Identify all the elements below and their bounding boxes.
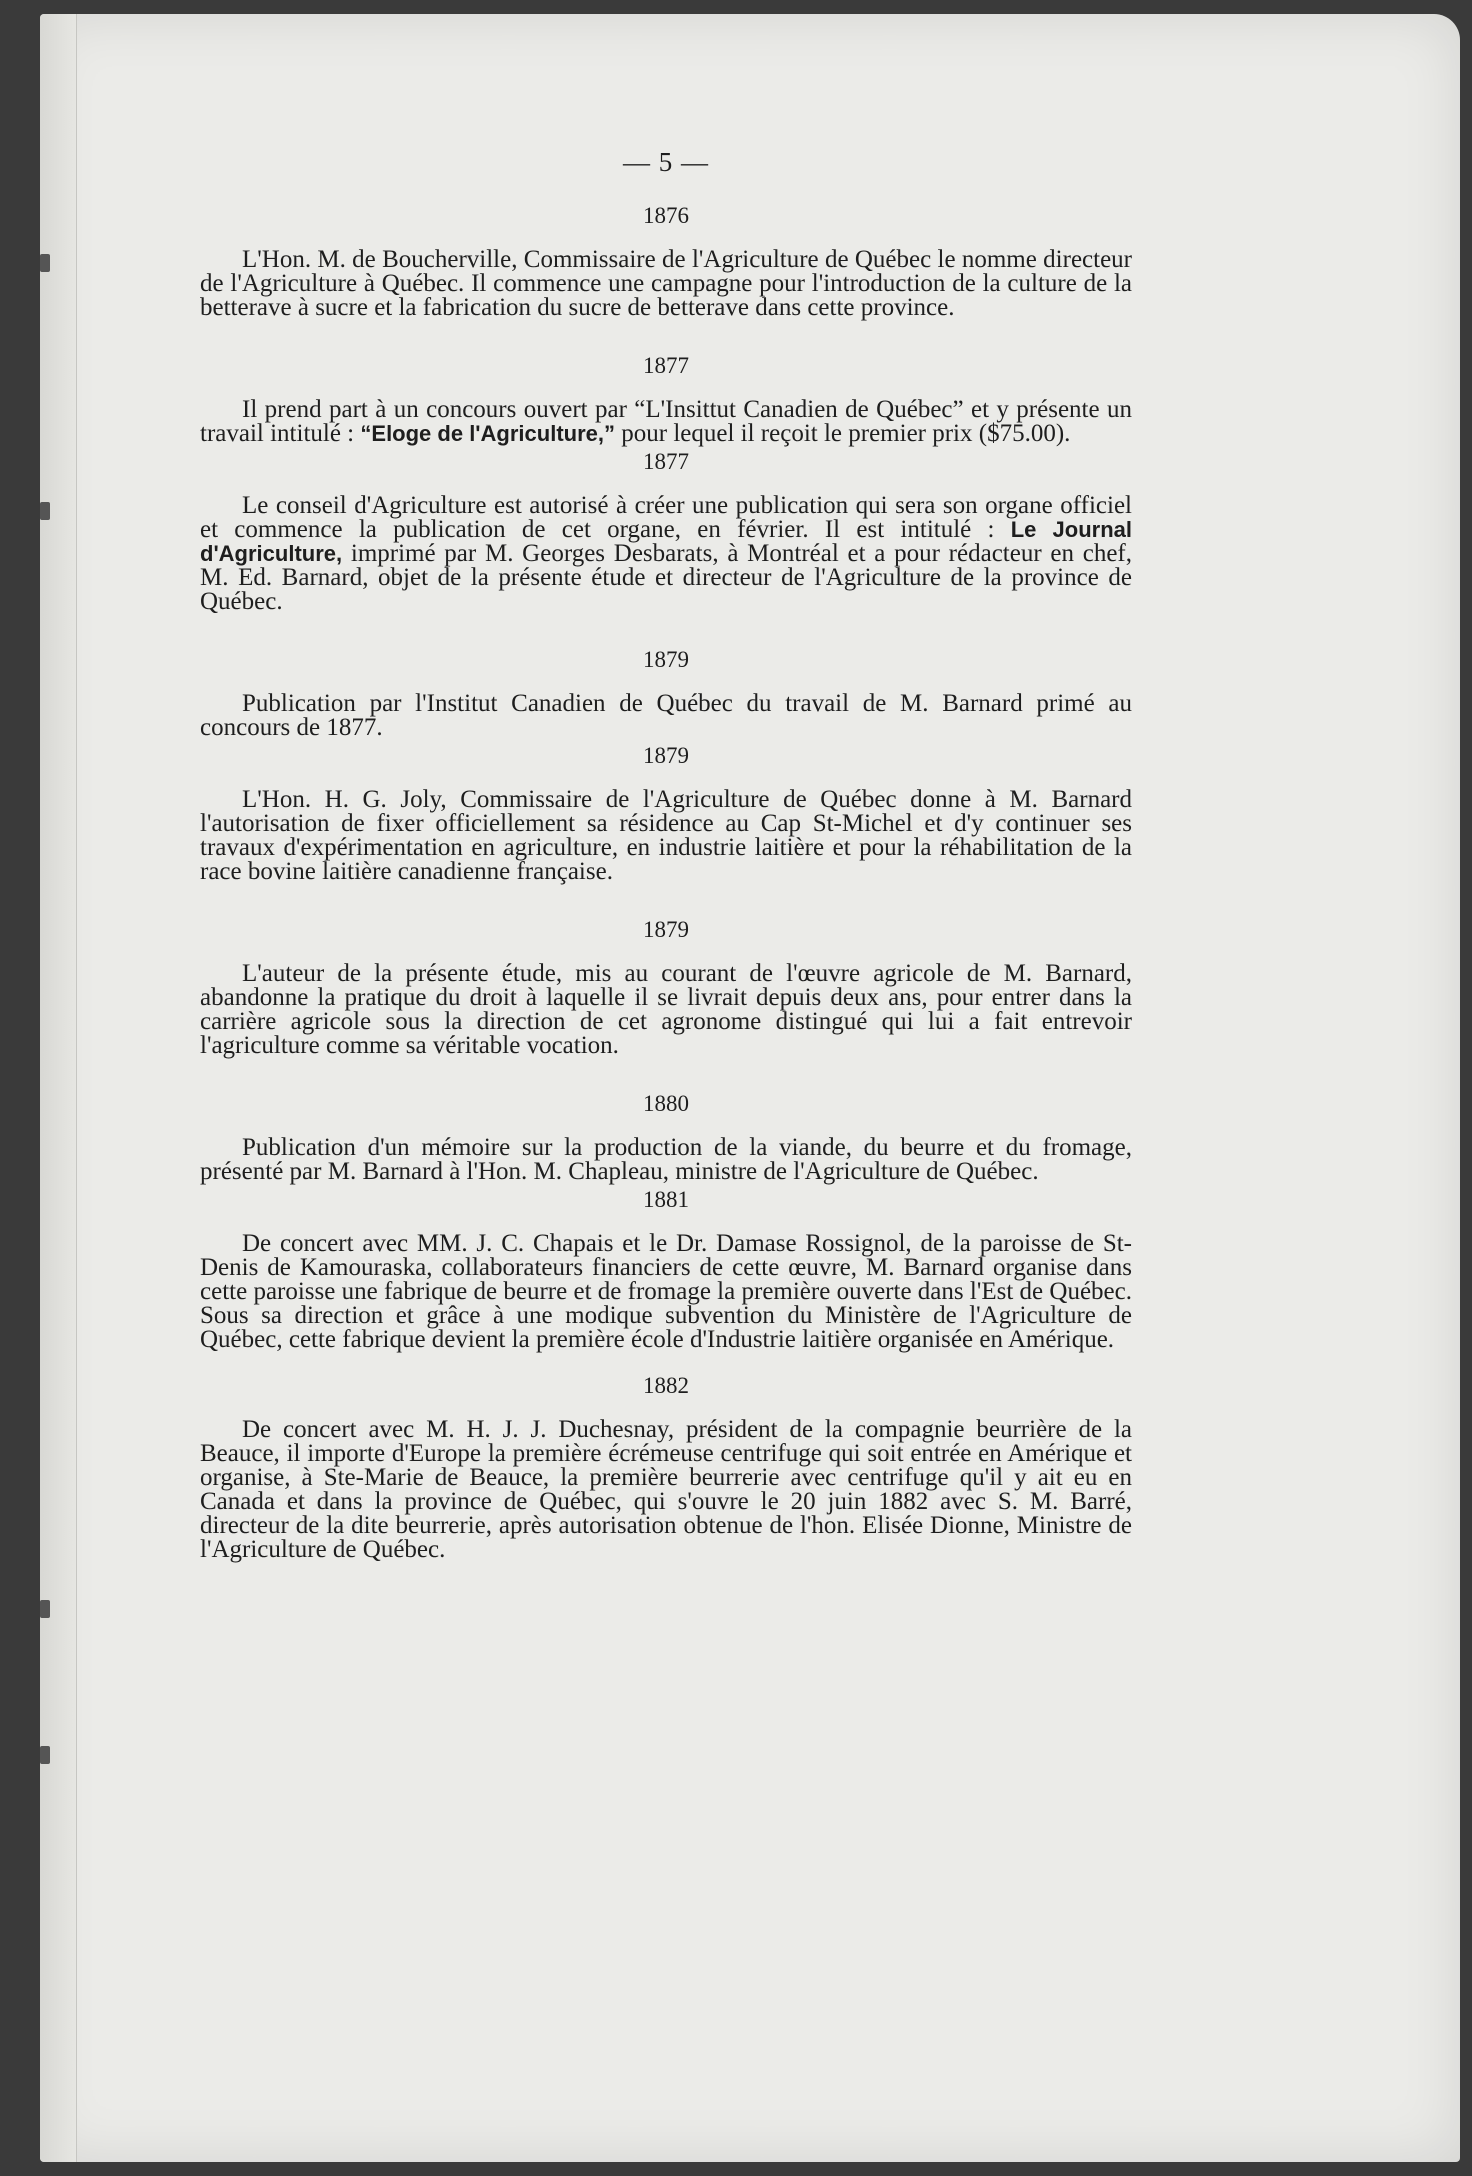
chronology-entry-1880 xyxy=(200,1092,1132,1184)
entry-year: 1880 xyxy=(643,1091,689,1116)
entry-year: 1882 xyxy=(643,1373,689,1398)
entry-text: De concert avec MM. J. C. Chapais et le Dr. Damase Rossignol, de la paroisse de St-Denis de Kamouraska, collaborateurs financiers de cette œuvre, M. Barnard organise dans cette paroisse une fabrique de beurre et de fromage la première ouverte dans l'Est de Québec. Sous sa direction et grâce à une modique subvention du Ministère de l'Agriculture de Québec, cette fabrique devient la première école d'Industrie laitière organisée en Amérique. xyxy=(200,1230,1132,1353)
binding-staple-mark xyxy=(40,1600,50,1618)
chronology-entry-1879-b xyxy=(200,744,1132,884)
entry-text xyxy=(200,398,1132,446)
binding-staple-mark xyxy=(40,1746,50,1764)
entry-text-part: imprimé par M. Georges Desbarats, à Montréal et a pour rédacteur en chef, M. Ed. Barnard, objet de la présente étude et directeur de l'Agriculture de la province de Québec. xyxy=(200,540,1132,615)
entry-text: Publication par l'Institut Canadien de Québec du travail de M. Barnard primé au concours de 1877. xyxy=(200,690,1132,741)
chronology-entry-1876 xyxy=(200,204,1132,320)
entry-text: L'Hon. M. de Boucherville, Commissaire de l'Agriculture de Québec le nomme directeur de l'Agriculture à Québec. Il commence une campagne pour l'introduction de la culture de la betterave à sucre et la fabrication du sucre de betterave dans cette province. xyxy=(200,246,1132,321)
entry-year: 1881 xyxy=(643,1187,689,1212)
binding-staple-mark xyxy=(40,254,50,272)
page-number: — 5 — xyxy=(623,147,709,177)
entry-text: Publication d'un mémoire sur la production de la viande, du beurre et du fromage, présenté par M. Barnard à l'Hon. M. Chapleau, ministre de l'Agriculture de Québec. xyxy=(200,1134,1132,1185)
chronology-entry-1881 xyxy=(200,1188,1132,1352)
entry-year: 1877 xyxy=(643,449,689,474)
journal-title: Le Journal d'Agriculture, xyxy=(200,517,1132,566)
page-content xyxy=(200,147,1132,1584)
entry-year: 1877 xyxy=(643,353,689,378)
page-binding-edge xyxy=(40,14,77,2162)
entry-text: L'Hon. H. G. Joly, Commissaire de l'Agriculture de Québec donne à M. Barnard l'autorisation de fixer officiellement sa résidence au Cap St-Michel et d'y continuer ses travaux d'expérimentation en agriculture, en industrie laitière et pour la réhabilitation de la race bovine laitière canadienne française. xyxy=(200,786,1132,885)
entry-text-part: Le conseil d'Agriculture est autorisé à créer une publication qui sera son organe officiel et commence la publication de cet organe, en février. Il est intitulé : xyxy=(200,492,1132,543)
chronology-entry-1879-a xyxy=(200,648,1132,740)
entry-year: 1876 xyxy=(643,203,689,228)
entry-text: L'auteur de la présente étude, mis au courant de l'œuvre agricole de M. Barnard, abandonne la pratique du droit à laquelle il se livrait depuis deux ans, pour entrer dans la carrière agricole sous la direction de cet agronome distingué qui lui a fait entrevoir l'agriculture comme sa véritable vocation. xyxy=(200,960,1132,1059)
entry-text: De concert avec M. H. J. J. Duchesnay, président de la compagnie beurrière de la Beauce, il importe d'Europe la première écrémeuse centrifuge qui soit entrée en Amérique et organise, à Ste-Marie de Beauce, la première beurrerie avec centrifuge qu'il y ait eu en Canada et dans la province de Québec, qui s'ouvre le 20 juin 1882 avec S. M. Barré, directeur de la dite beurrerie, après autorisation obtenue de l'hon. Elisée Dionne, Ministre de l'Agriculture de Québec. xyxy=(200,1416,1132,1563)
entry-text xyxy=(200,494,1132,614)
chronology-entry-1877-b xyxy=(200,450,1132,614)
entry-year: 1879 xyxy=(643,647,689,672)
entry-text-part: Il prend part à un concours ouvert par “L'Insittut Canadien de Québec” et y présente un travail intitulé : xyxy=(200,396,1132,447)
chronology-entry-1879-c xyxy=(200,918,1132,1058)
entry-year: 1879 xyxy=(643,917,689,942)
binding-staple-mark xyxy=(40,502,50,520)
entry-text-part: pour lequel il reçoit le premier prix ($75.00). xyxy=(615,420,1071,447)
chronology-entry-1877-a xyxy=(200,354,1132,446)
chronology-entry-1882 xyxy=(200,1374,1132,1562)
entry-year: 1879 xyxy=(643,743,689,768)
work-title: “Eloge de l'Agriculture,” xyxy=(360,421,615,446)
